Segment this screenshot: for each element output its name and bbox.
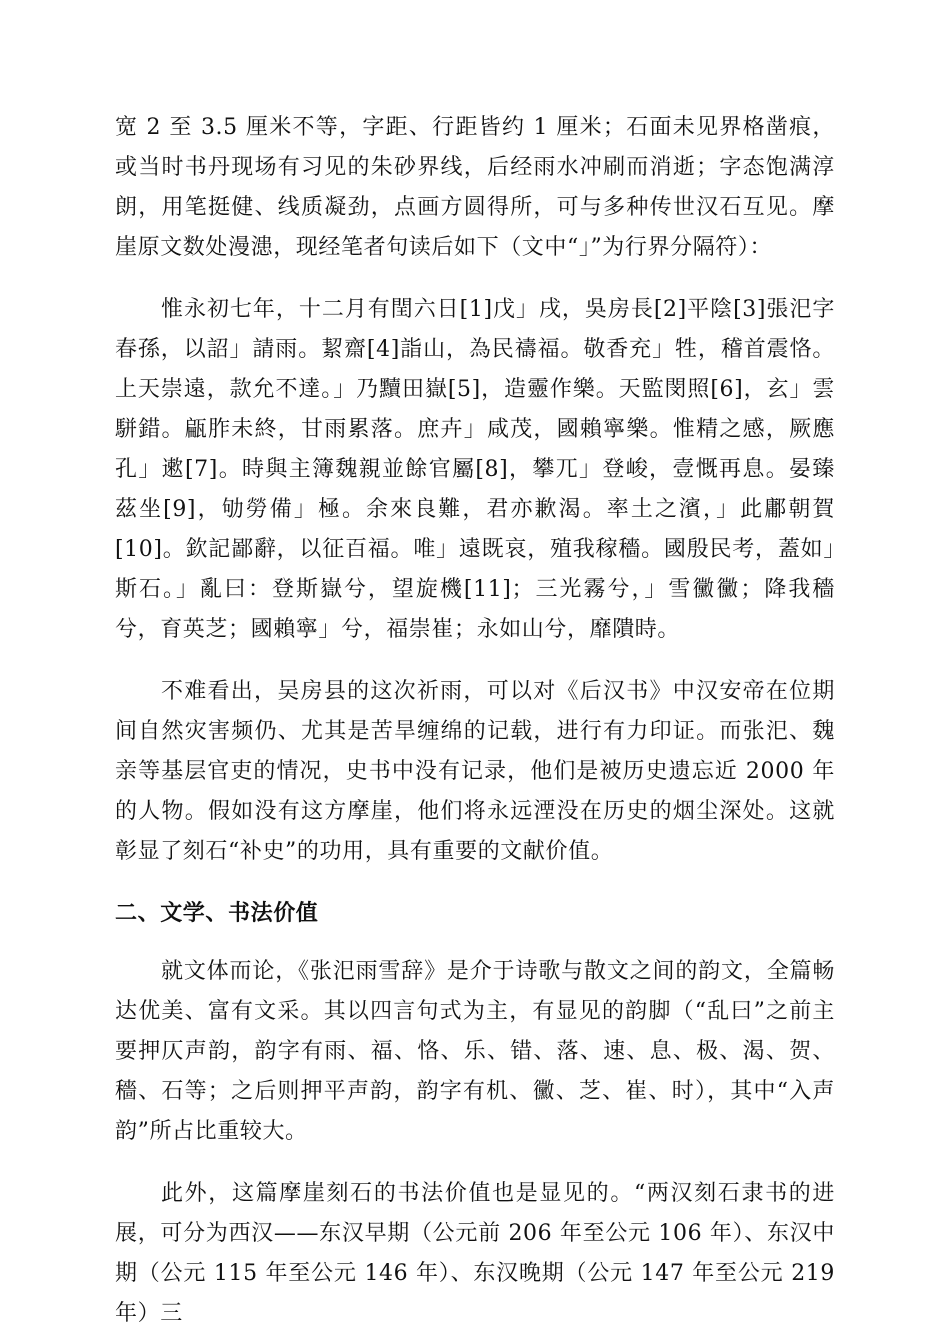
paragraph-stone-description: 宽 2 至 3.5 厘米不等，字距、行距皆约 1 厘米；石面未见界格凿痕，或当时书丹现场有习见的朱砂界线，后经雨水冲刷而消逝；字态饱满淳朗，用笔挺健、线质凝劲，点画方圆得所，可与多种传世汉石互见。摩崖原文数处漫漶，现经笔者句读后如下（文中“」”为行界分隔符）： (115, 115, 835, 260)
paragraph-inscription-text: 惟永初七年，十二月有閏六日[1]戊」戌，吳房長[2]平陰[3]張汜字春孫，以詔」請雨。絜齋[4]詣山，為民禱福。敬香充」牲，稽首震恪。上天崇遠，款允不達。」乃黷田嶽[5]，造靈作樂。天監閔照[6]，玄」雲駢錯。甂胙未終，甘雨累落。庶卉」咸茂，國賴寧樂。惟精之感，厥應孔」遬[7]。時與主簿魏親並餘官屬[8]，攀兀」登峻，壹慨再息。晏臻茲坐[9]，劬勞備」極。余來良難，君亦歉渴。率土之濱，」此鄘朝賀[10]。欽記鄙辭，以征百福。唯」遠既哀，殖我稼穡。國殷民考，蓋如」斯石。」亂曰：登斯嶽兮，望旋機[11]；三光霧兮，」雪黴黴；降我穡兮，育英芝；國賴寧」兮，福崇崔；永如山兮，靡隤時。 (115, 297, 835, 642)
paragraph-historical-value: 不难看出，吴房县的这次祈雨，可以对《后汉书》中汉安帝在位期间自然灾害频仍、尤其是苦旱缠绵的记载，进行有力印证。而张汜、魏亲等基层官吏的情况，史书中没有记录，他们是被历史遗忘近 2000 年的人物。假如没有这方摩崖，他们将永远湮没在历史的烟尘深处。这就彰显了刻石“补史”的功用，具有重要的文献价值。 (115, 679, 835, 864)
paragraph-calligraphy-value: 此外，这篇摩崖刻石的书法价值也是显见的。“两汉刻石隶书的进展，可分为西汉——东汉早期（公元前 206 年至公元 106 年）、东汉中期（公元 115 年至公元 146 年）、东汉晚期（公元 147 年至公元 219 年）三 (115, 1181, 835, 1326)
document-page (115, 108, 835, 1334)
paragraph-literary-value: 就文体而论，《张汜雨雪辞》是介于诗歌与散文之间的韵文，全篇畅达优美、富有文采。其以四言句式为主，有显见的韵脚（“乱曰”之前主要押仄声韵，韵字有雨、福、恪、乐、错、落、速、息、极、渴、贺、穡、石等；之后则押平声韵，韵字有机、黴、芝、崔、时），其中“入声韵”所占比重较大。 (115, 959, 835, 1144)
section-heading: 二、文学、书法价值 (115, 901, 319, 926)
